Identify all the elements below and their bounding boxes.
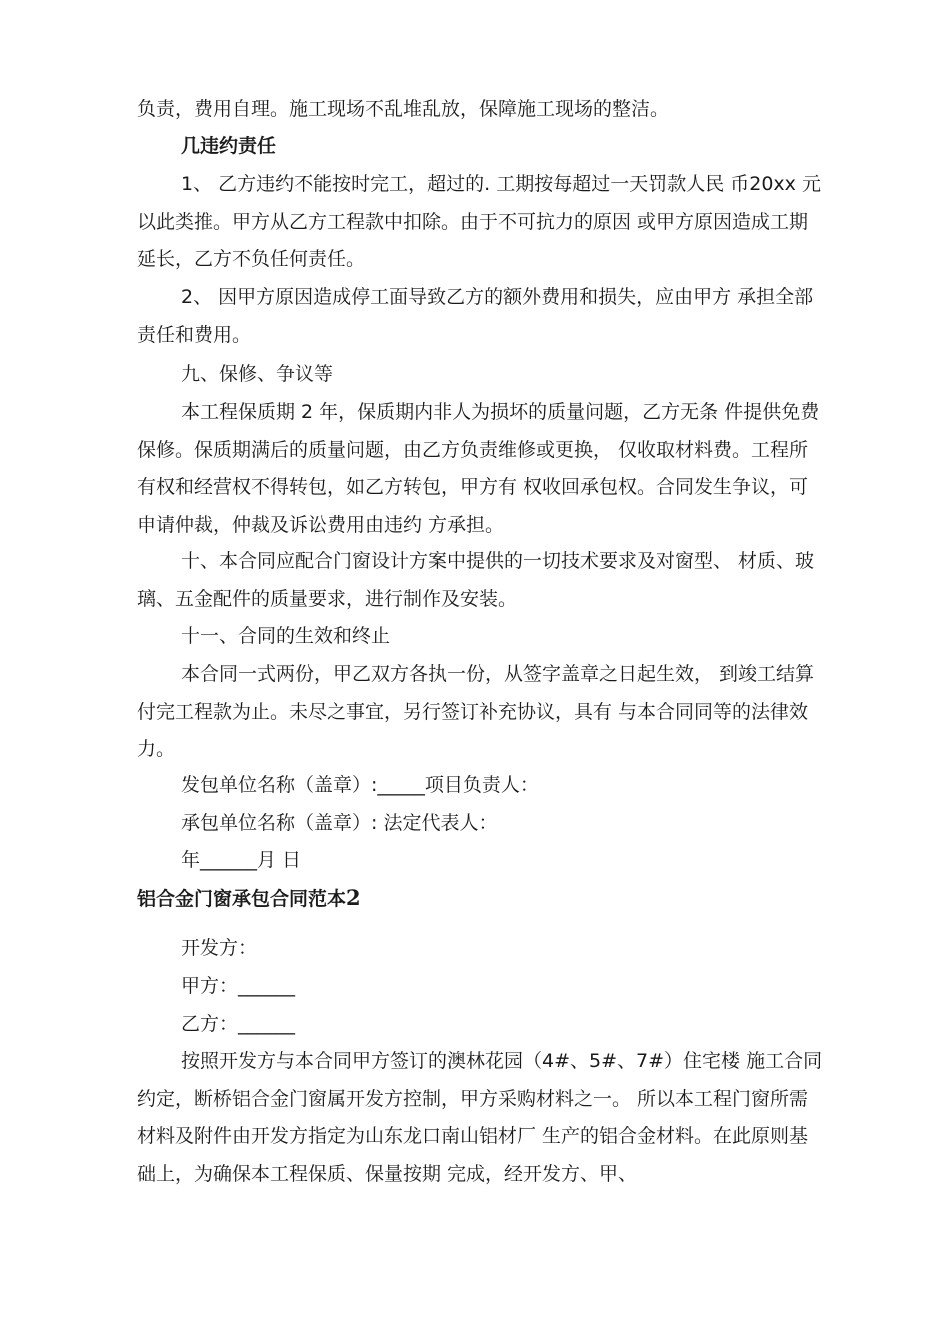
contractor-signature-line: 承包单位名称（盖章）: 法定代表人： (181, 812, 498, 834)
section-warranty-title: 九、保修、争议等 (181, 363, 334, 385)
developer-line: 开发方： (181, 937, 258, 959)
employer-signature-line: 发包单位名称（盖章）:_____项目负责人： (181, 774, 539, 796)
section-breach-title: 几违约责任 (181, 135, 277, 157)
effect-paragraph: 本合同一式两份，甲乙双方各执一份，从签字盖章之日起生效， 到竣工结算付完工程款为止。未尽之事宜，另行签订补充协议，具有 与本合同同等的法律效力。 (137, 663, 815, 760)
breach-item-2: 2、 因甲方原因造成停工面导致乙方的额外费用和损失，应由甲方 承担全部责任和费用。 (137, 286, 814, 346)
contract-2-title (137, 879, 361, 919)
contract-2-title-number: 2 (346, 885, 361, 910)
section-tech-requirements: 十、本合同应配合门窗设计方案中提供的一切技术要求及对窗型、 材质、玻璃、五金配件的质量要求，进行制作及安装。 (137, 550, 815, 610)
breach-item-1: 1、 乙方违约不能按时完工，超过的. 工期按每超过一天罚款人民 币20xx 元以此类推。甲方从乙方工程款中扣除。由于不可抗力的原因 或甲方原因造成工期延长，乙方不负任何责任。 (137, 173, 821, 270)
party-a-line: 甲方：______ (181, 975, 296, 997)
contract-2-title-text: 铝合金门窗承包合同范本 (137, 888, 347, 910)
intro-paragraph: 负责，费用自理。施工现场不乱堆乱放，保障施工现场的整洁。 (137, 98, 670, 120)
party-b-line: 乙方：______ (181, 1013, 296, 1035)
section-effect-title: 十一、合同的生效和终止 (181, 625, 391, 647)
contract-2-paragraph: 按照开发方与本合同甲方签订的澳林花园（4#、5#、7#）住宅楼 施工合同约定，断桥铝合金门窗属开发方控制，甲方采购材料之一。 所以本工程门窗所需材料及附件由开发方指定为山东龙口南山铝材厂 生产的铝合金材料。在此原则基础上，为确保本工程保质、保量按期 完成，经开发方、甲、 (137, 1050, 823, 1185)
date-line: 年______月 日 (181, 849, 302, 871)
warranty-paragraph: 本工程保质期 2 年，保质期内非人为损坏的质量问题，乙方无条 件提供免费保修。保质期满后的质量问题，由乙方负责维修或更换， 仅收取材料费。工程所有权和经营权不得转包，如乙方转包，甲方有 权收回承包权。合同发生争议，可申请仲裁，仲裁及诉讼费用由违约 方承担。 (137, 401, 820, 536)
